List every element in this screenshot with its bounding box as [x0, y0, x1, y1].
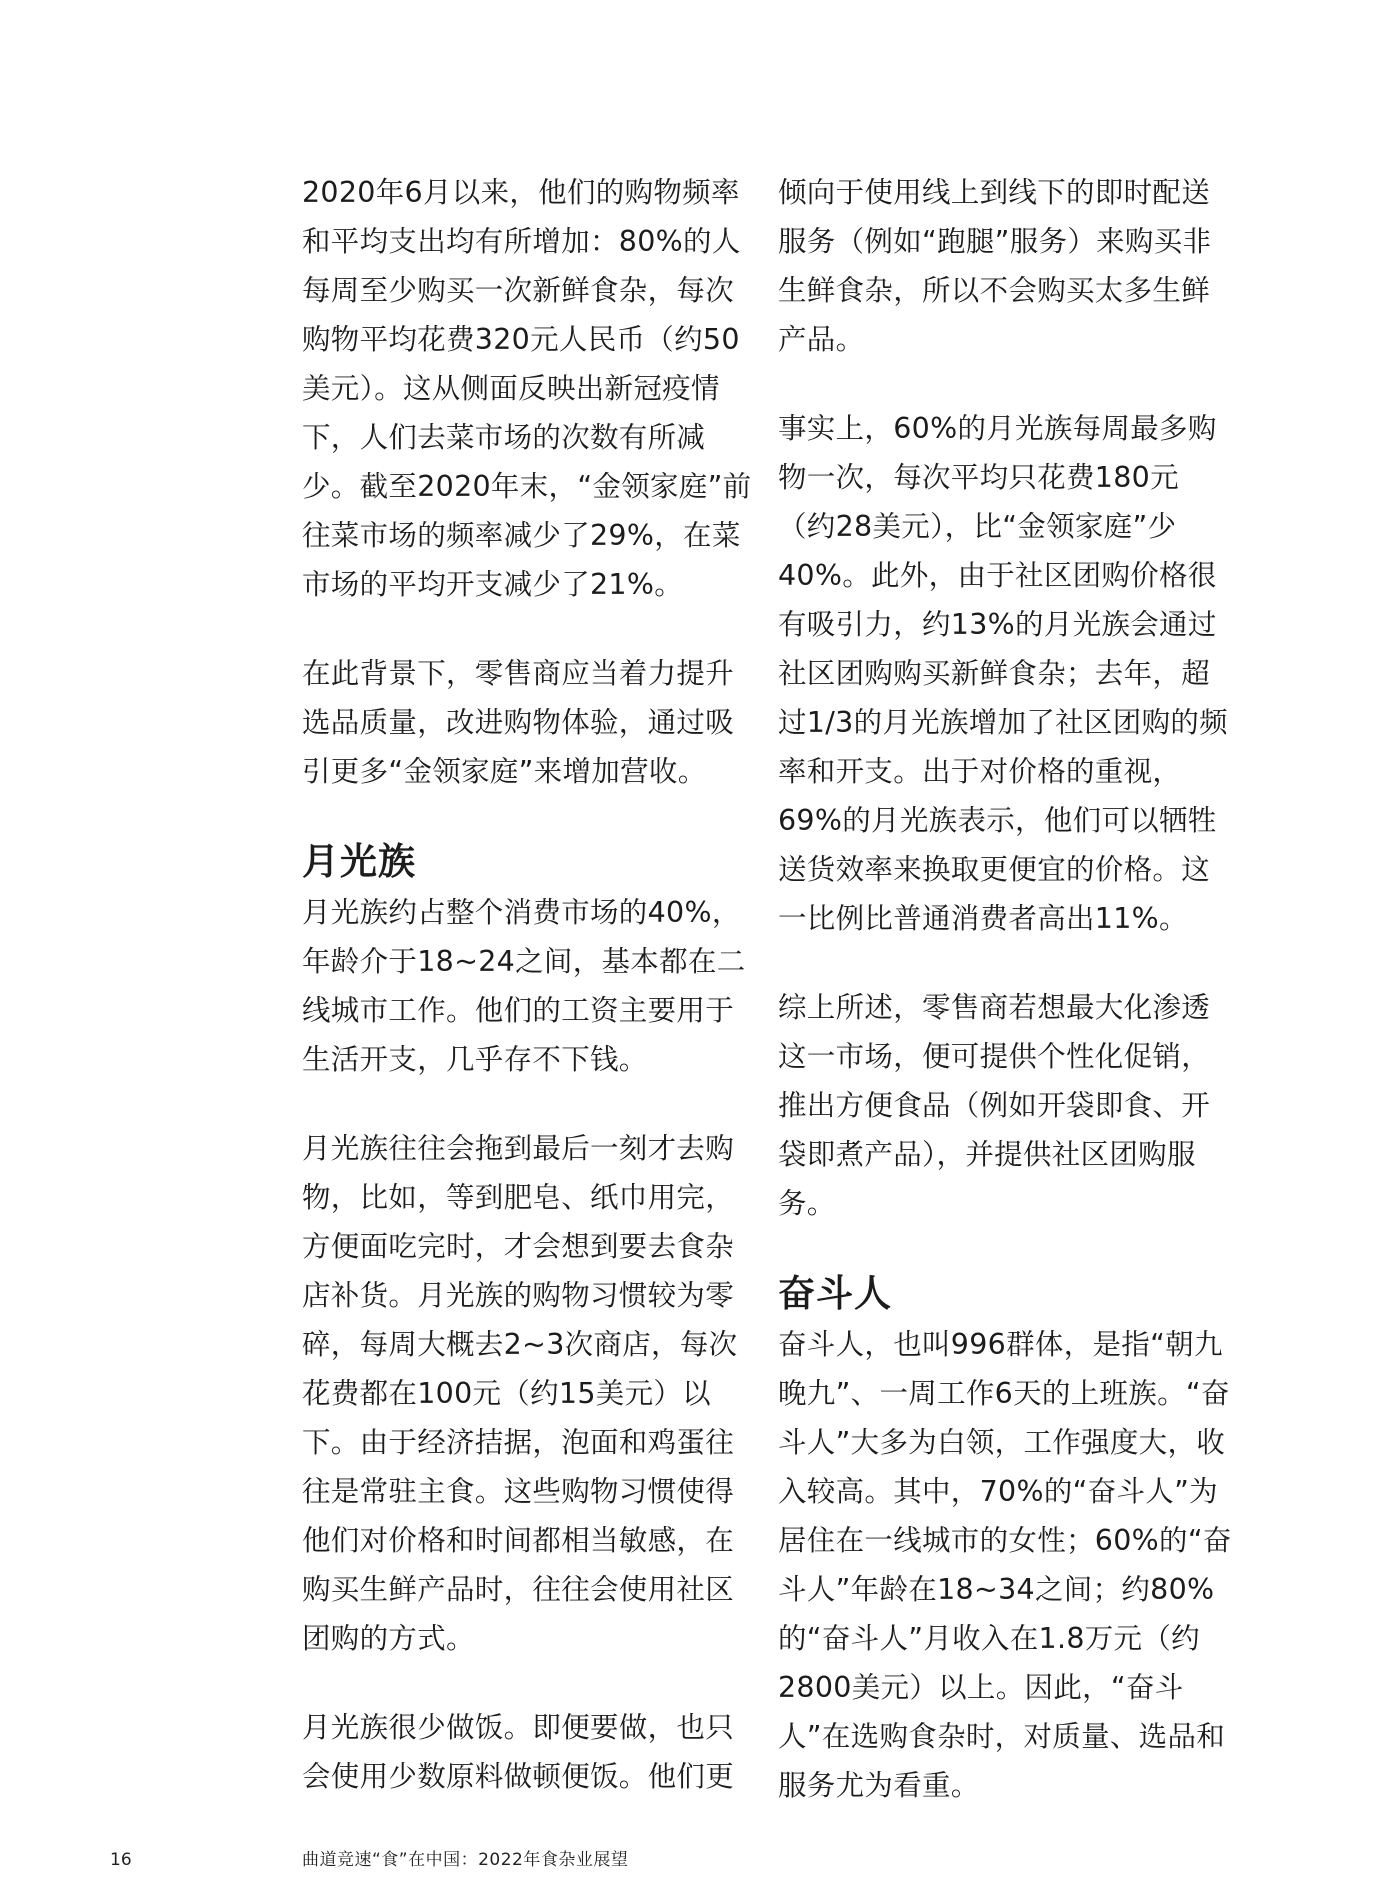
running-title: 曲道竞速“食”在中国：2022年食杂业展望: [302, 1850, 629, 1870]
section-heading-strivers: 奋斗人: [778, 1272, 892, 1315]
left-column: [302, 168, 757, 1841]
paragraph-moonlight-cooking: 月光族很少做饭。即便要做，也只会使用少数原料做顿便饭。他们更: [302, 1711, 735, 1793]
paragraph-moonlight-summary: 综上所述，零售商若想最大化渗透这一市场，便可提供个性化促销，推出方便食品（例如开袋即食、开袋即煮产品），并提供社区团购服务。: [778, 991, 1211, 1220]
paragraph-gold-collar-spending: 2020年6月以来，他们的购物频率和平均支出均有所增加：80%的人每周至少购买一次新鲜食杂，每次购物平均花费320元人民币（约50美元）。这从侧面反映出新冠疫情下，人们去菜市场的次数有所减少。截至2020年末，“金领家庭”前往菜市场的频率减少了29%，在菜市场的平均开支减少了21%。: [302, 176, 752, 601]
section-heading-moonlight-clan: 月光族: [302, 840, 416, 883]
page-number: 16: [110, 1850, 132, 1870]
right-column: [778, 168, 1233, 1850]
paragraph-moonlight-stats: 事实上，60%的月光族每周最多购物一次，每次平均只花费180元（约28美元），比“金领家庭”少40%。此外，由于社区团购价格很有吸引力，约13%的月光族会通过社区团购购买新鲜食杂；去年，超过1/3的月光族增加了社区团购的频率和开支。出于对价格的重视，69%的月光族表示，他们可以牺牲送货效率来换取更便宜的价格。这一比例比普通消费者高出11%。: [778, 412, 1228, 935]
paragraph-retailer-advice: 在此背景下，零售商应当着力提升选品质量，改进购物体验，通过吸引更多“金领家庭”来增加营收。: [302, 657, 735, 788]
paragraph-strivers-intro: 奋斗人，也叫996群体，是指“朝九晚九”、一周工作6天的上班族。“奋斗人”大多为白领，工作强度大，收入较高。其中，70%的“奋斗人”为居住在一线城市的女性；60%的“奋斗人”年龄在18~34之间；约80%的“奋斗人”月收入在1.8万元（约2800美元）以上。因此，“奋斗人”在选购食杂时，对质量、选品和服务尤为看重。: [778, 1328, 1232, 1802]
paragraph-o2o-delivery: 倾向于使用线上到线下的即时配送服务（例如“跑腿”服务）来购买非生鲜食杂，所以不会购买太多生鲜产品。: [778, 176, 1212, 356]
paragraph-moonlight-intro: 月光族约占整个消费市场的40%，年龄介于18~24之间，基本都在二线城市工作。他们的工资主要用于生活开支，几乎存不下钱。: [302, 896, 746, 1076]
paragraph-moonlight-habits: 月光族往往会拖到最后一刻才去购物，比如，等到肥皂、纸巾用完，方便面吃完时，才会想到要去食杂店补货。月光族的购物习惯较为零碎，每周大概去2~3次商店，每次花费都在100元（约15美元）以下。由于经济拮据，泡面和鸡蛋往往是常驻主食。这些购物习惯使得他们对价格和时间都相当敏感，在购买生鲜产品时，往往会使用社区团购的方式。: [302, 1132, 738, 1655]
